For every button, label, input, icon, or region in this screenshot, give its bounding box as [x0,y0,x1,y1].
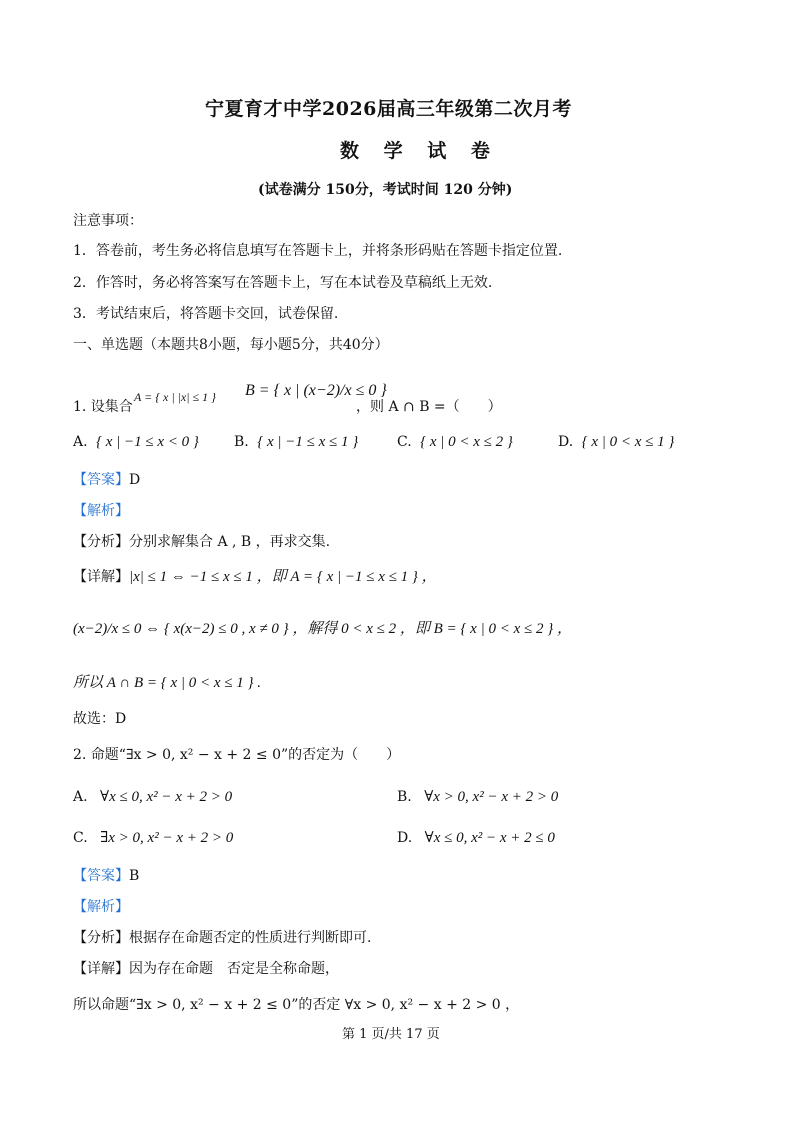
notice-item-2: 2．作答时，务必将答案写在答题卡上，写在本试卷及草稿纸上无效. [73,275,493,291]
option-text: ∀x > 0, x² − x + 2 > 0 [424,789,559,805]
fenxi-tag: 【分析】 [73,534,129,550]
page-title: 宁夏育才中学2026届高三年级第二次月考 [205,98,572,120]
q1-analysis-tag: 【解析】 [73,503,129,519]
q2-xiangjie [73,960,339,978]
option-label: D. [558,434,574,450]
xiangjie-line-1: |x| ≤ 1 ⇔ −1 ≤ x ≤ 1 ，即 A = { x | −1 ≤ x ≤ 1 } ， [129,569,437,585]
q1-fenxi [73,533,330,551]
q2-option-d [397,829,555,847]
q1-prefix: 1. 设集合 [73,399,133,415]
answer-value: D [129,472,141,488]
q1-option-d [558,433,674,451]
q1-line-3: 所以 A ∩ B = { x | 0 < x ≤ 1 } . [73,675,262,691]
xiangjie-tag: 【详解】 [73,569,129,585]
answer-value: B [129,868,140,884]
fenxi-text: 根据存在命题否定的性质进行判断即可. [129,930,372,946]
q1-option-b [234,433,358,451]
page-number: 第 1 页/共 17 页 [342,1027,440,1042]
q1-choose: 故选：D [73,711,127,727]
option-label: B. [397,789,412,805]
page-subtitle: 数 学 试 卷 [340,140,499,162]
option-label: C. [397,434,412,450]
notice-item-1: 1．答卷前，考生务必将信息填写在答题卡上，并将条形码贴在答题卡指定位置. [73,243,563,259]
q1-ask: ，则 A ∩ B =（ ） [356,399,502,415]
exam-info: (试卷满分 150分，考试时间 120 分钟) [258,182,513,198]
xiangjie-tag: 【详解】 [73,961,129,977]
q1-set-a: A = { x | |x| ≤ 1 } [134,390,216,404]
option-label: D. [397,830,413,846]
q2-analysis-tag: 【解析】 [73,899,129,915]
option-label: A. [73,789,88,805]
fenxi-tag: 【分析】 [73,930,129,946]
option-text: ∀x ≤ 0, x² − x + 2 ≤ 0 [424,830,555,846]
q1-xiangjie [73,568,437,586]
q2-option-c [73,829,233,847]
option-text: { x | −1 ≤ x < 0 } [96,434,199,450]
option-text: ∃x > 0, x² − x + 2 > 0 [100,830,234,846]
q1-option-a [73,433,199,451]
option-label: B. [234,434,249,450]
option-text: ∀x ≤ 0, x² − x + 2 > 0 [100,789,233,805]
q1-option-c [397,433,513,451]
xiangjie-line-1: 因为存在命题 否定是全称命题， [129,961,339,977]
section-heading: 一、单选题（本题共8小题，每小题5分，共40分） [73,337,389,353]
notice-heading: 注意事项： [73,213,143,229]
option-label: C. [73,830,88,846]
q2-option-b [397,788,558,806]
answer-tag: 【答案】 [73,472,129,488]
option-label: A. [73,434,88,450]
q2-answer [73,867,139,885]
q1-line-2: (x−2)/x ≤ 0 ⇔ { x(x−2) ≤ 0 , x ≠ 0 } ，解得 0 < x ≤ 2 ，即 B = { x | 0 < x ≤ 2 } ， [73,621,572,637]
q1-answer [73,471,140,489]
option-text: { x | 0 < x ≤ 2 } [420,434,513,450]
notice-item-3: 3．考试结束后，将答题卡交回，试卷保留. [73,306,339,322]
option-text: { x | −1 ≤ x ≤ 1 } [257,434,359,450]
q2-fenxi [73,929,371,947]
q2-option-a [73,788,232,806]
q2-stem: 2. 命题“∃x > 0, x² − x + 2 ≤ 0”的否定为（ ） [73,747,401,763]
q2-line-2: 所以命题“∃x > 0, x² − x + 2 ≤ 0”的否定 ∀x > 0, x² − x + 2 > 0 ， [73,997,520,1013]
answer-tag: 【答案】 [73,868,129,884]
q1-set-b: B = { x | (x−2)/x ≤ 0 } [245,382,387,399]
option-text: { x | 0 < x ≤ 1 } [581,434,675,450]
fenxi-text: 分别求解集合 A , B ，再求交集. [129,534,331,550]
